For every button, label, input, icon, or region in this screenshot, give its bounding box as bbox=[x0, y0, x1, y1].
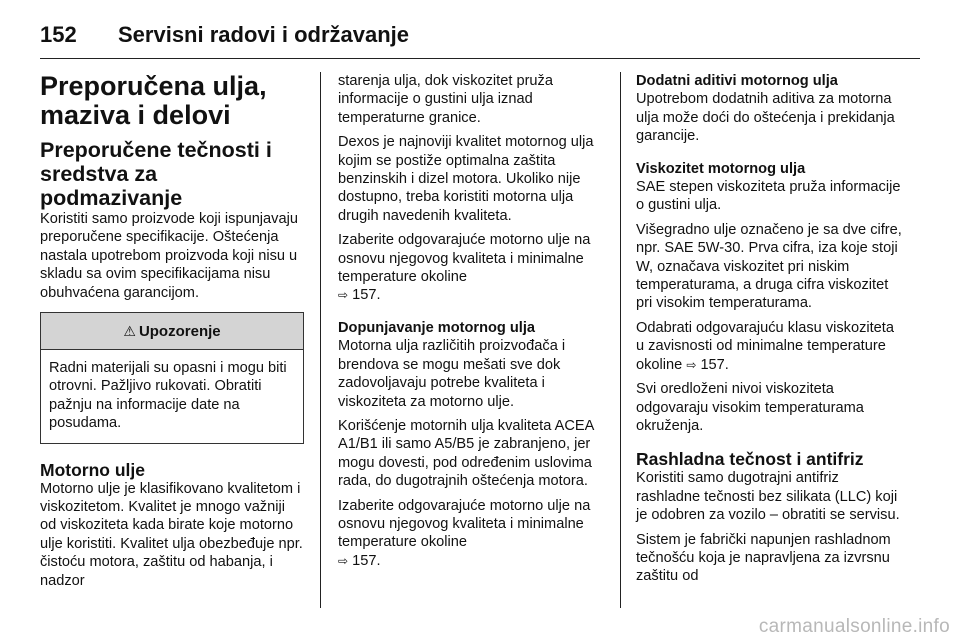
paragraph: Korišćenje motornih ulja kvaliteta ACEA A1/B1 ili samo A5/B5 je zabranjeno, jer mogu dovesti, pod određenim uslovima rada, do dugotrajnih oštećenja motora. bbox=[338, 417, 594, 490]
page-reference[interactable] bbox=[338, 553, 381, 569]
page-ref-arrow-icon: ⇨ bbox=[338, 288, 349, 303]
paragraph: starenja ulja, dok viskozitet pruža informacije o gustini ulja iznad temperaturne granice. bbox=[338, 73, 553, 126]
motor-oil-heading: Motorno ulje bbox=[40, 459, 145, 480]
paragraph bbox=[338, 231, 604, 305]
paragraph-text: Izaberite odgovarajuće motorno ulje na osnovu njegovog kvaliteta i minimalne temperature okoline bbox=[338, 497, 591, 551]
page-number: 152 bbox=[40, 22, 77, 47]
page-header bbox=[40, 12, 920, 58]
paragraph bbox=[636, 319, 904, 374]
column-divider-1 bbox=[320, 72, 321, 608]
page-ref-arrow-icon: ⇨ bbox=[686, 357, 697, 372]
page-reference[interactable] bbox=[686, 357, 729, 373]
warning-body: Radni materijali su opasni i mogu biti otrovni. Pažljivo rukovati. Obratiti pažnju na informacije date na posudama. bbox=[49, 360, 287, 432]
page-ref-arrow-icon: ⇨ bbox=[338, 553, 349, 568]
paragraph: Višegradno ulje označeno je sa dve cifre, npr. SAE 5W-30. Prva cifra, iza koje stoji W, označava viskozitet pri niskim temperaturama, a druga cifra viskozitet pri visokim temperaturama. bbox=[636, 221, 902, 312]
page-ref-number: 157. bbox=[352, 552, 381, 569]
paragraph: Svi oredloženi nivoi viskoziteta odgovaraju visokim temperaturama okruženja. bbox=[636, 381, 864, 434]
column-3 bbox=[636, 72, 904, 612]
paragraph: Motorna ulja različitih proizvođača i brendova se mogu mešati sve dok zadovoljavaju potrebe kvaliteta i viskoziteta za motorno ulje. bbox=[338, 338, 566, 410]
paragraph-text: Izaberite odgovarajuće motorno ulje na osnovu njegovog kvaliteta i minimalne temperature okoline bbox=[338, 232, 591, 286]
paragraph: Koristiti samo dugotrajni antifriz rashladne tečnosti bez silikata (LLC) koji je odobren za vozilo – obratiti se servisu. bbox=[636, 470, 900, 524]
subheading: Viskozitet motornog ulja bbox=[636, 160, 806, 177]
paragraph: SAE stepen viskoziteta pruža informacije o gustini ulja. bbox=[636, 179, 901, 214]
watermark: carmanualsonline.info bbox=[758, 616, 950, 637]
paragraph: Upotrebom dodatnih aditiva za motorna ulja može doći do oštećenja i prekidanja garancije. bbox=[636, 91, 895, 145]
column-1 bbox=[40, 72, 304, 612]
intro-paragraph: Koristiti samo proizvode koji ispunjavaju preporučene specifikacije. Oštećenja nastala upotrebom proizvoda koji nisu u skladu sa ovim specifikacijama nisu obuhvaćena garancijom. bbox=[40, 211, 298, 301]
paragraph bbox=[338, 497, 604, 571]
warning-title: Upozorenje bbox=[138, 323, 221, 341]
page-reference[interactable] bbox=[338, 287, 381, 303]
paragraph-text: Odabrati odgovarajuću klasu viskoziteta u zavisnosti od minimalne temperature okoline bbox=[636, 319, 894, 373]
paragraph: Sistem je fabrički napunjen rashladnom tečnošću koja je napravljena za izvrsnu zaštitu od bbox=[636, 531, 891, 585]
warning-box bbox=[40, 312, 304, 444]
warning-icon: ⚠ bbox=[123, 323, 136, 340]
paragraph: Dexos je najnoviji kvalitet motornog ulja kojim se postiže optimalna zaštita benzinskih i dizel motora. Ukoliko nije dostupno, treba koristiti motorna ulja drugih navedenih kvaliteta. bbox=[338, 134, 594, 224]
section-title: Preporučena ulja, maziva i delovi bbox=[40, 71, 267, 130]
page-ref-number: 157. bbox=[352, 287, 381, 304]
header-rule bbox=[40, 58, 920, 59]
subheading: Dopunjavanje motornog ulja bbox=[338, 319, 536, 336]
column-2 bbox=[338, 72, 604, 612]
column-divider-2 bbox=[620, 72, 621, 608]
motor-oil-paragraph: Motorno ulje je klasifikovano kvalitetom i viskozitetom. Kvalitet je mnogo važniji od viskoziteta kada birate koje motorno ulje koristiti. Kvalitet ulja obezbeđuje npr. čistoću motora, zaštitu od habanja, i nadzor bbox=[40, 480, 303, 589]
page-ref-number: 157. bbox=[700, 356, 729, 373]
chapter-title: Servisni radovi i održavanje bbox=[118, 22, 410, 47]
warning-header bbox=[41, 313, 303, 350]
subheading: Dodatni aditivi motornog ulja bbox=[636, 73, 838, 89]
subsection-title: Preporučene tečnosti i sredstva za podmazivanje bbox=[40, 138, 272, 210]
coolant-heading: Rashladna tečnost i antifriz bbox=[636, 449, 864, 470]
